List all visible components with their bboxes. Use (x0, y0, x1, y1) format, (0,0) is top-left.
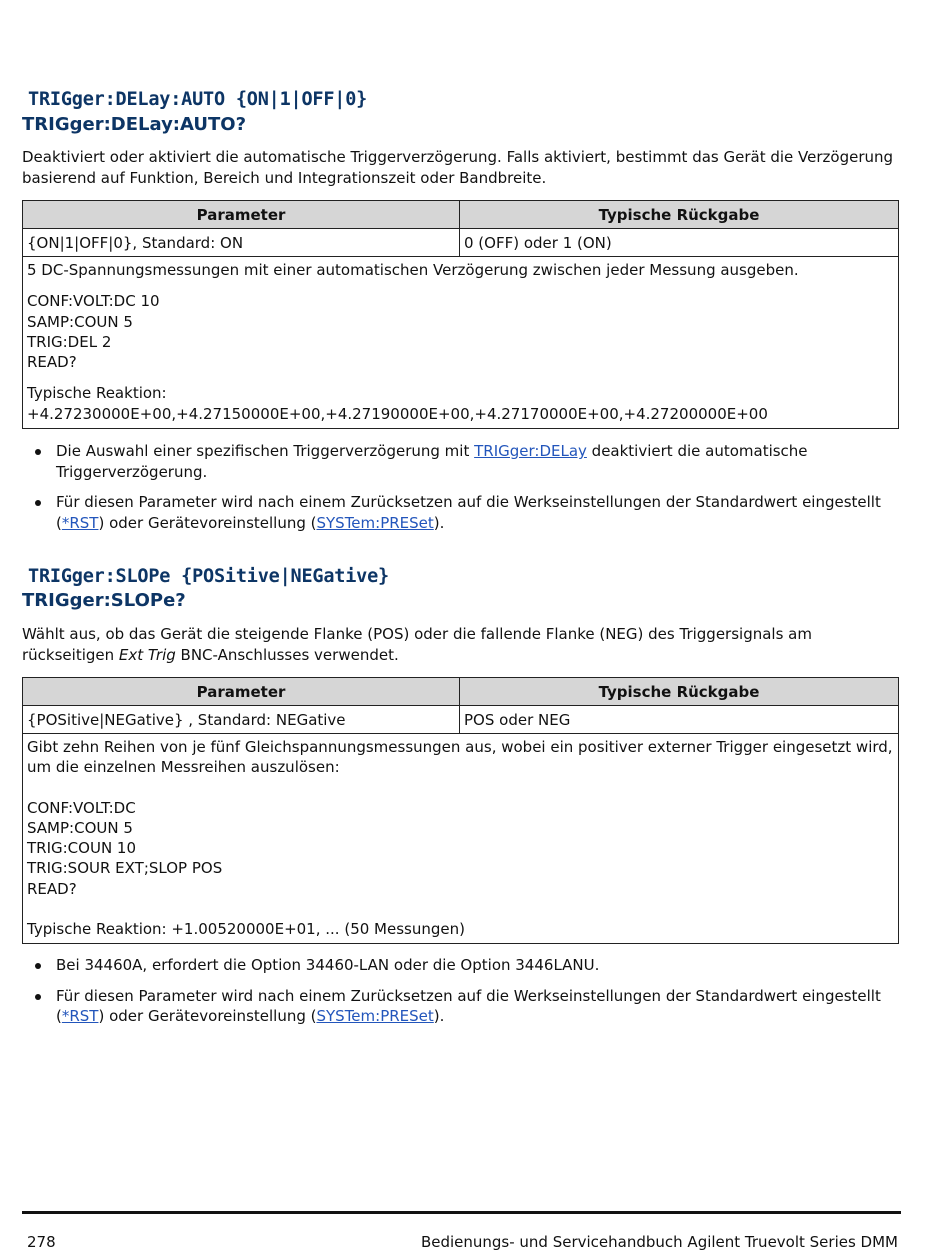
table-row (23, 706, 898, 734)
code-line: CONF:VOLT:DC 10 (27, 292, 160, 311)
example-intro: Gibt zehn Reihen von je fünf Gleichspannungsmessungen aus, wobei ein positiver externer Trigger eingesetzt wird, um die einzelnen Messreihen auszulösen: (27, 738, 893, 777)
code-line: SAMP:COUN 5 (27, 312, 133, 331)
code-line: READ? (27, 353, 77, 372)
footer-divider (22, 1211, 901, 1214)
return-value: POS oder NEG (464, 710, 571, 729)
section-subheading-trigger-delay-auto-query: TRIGger:DELay:AUTO? (22, 114, 247, 135)
list-item: Für diesen Parameter wird nach einem Zurücksetzen auf die Werkseinstellungen der Standardwert eingestellt (*RST) oder Gerätevoreinstellung (SYSTem:PRESet). (22, 492, 899, 533)
code-line: TRIG:SOUR EXT;SLOP POS (27, 859, 223, 878)
section-description: Deaktiviert oder aktiviert die automatische Triggerverzögerung. Falls aktiviert, bestimmt das Gerät die Verzögerung basierend auf Funktion, Bereich und Integrationszeit oder Bandbreite. (22, 148, 894, 187)
page-number: 278 (27, 1233, 56, 1251)
param-value: {POSitive|NEGative} , Standard: NEGative (23, 706, 460, 733)
return-value: 0 (OFF) oder 1 (ON) (464, 233, 612, 252)
table-header (23, 678, 898, 706)
bullet-icon (35, 994, 41, 1000)
code-line: TRIG:COUN 10 (27, 839, 137, 858)
link-system-preset[interactable]: SYSTem:PRESet (316, 513, 434, 532)
table-row (23, 229, 898, 257)
bullet-icon (35, 449, 41, 455)
notes-list (22, 955, 899, 1037)
list-item: Für diesen Parameter wird nach einem Zurücksetzen auf die Werkseinstellungen der Standardwert eingestellt (*RST) oder Gerätevoreinstellung (SYSTem:PRESet). (22, 986, 899, 1027)
header-return: Typische Rückgabe (598, 205, 760, 224)
list-item: Bei 34460A, erfordert die Option 34460-LAN oder die Option 3446LANU. (22, 955, 899, 976)
table-header (23, 201, 898, 229)
link-rst[interactable]: *RST (61, 1007, 99, 1025)
bullet-icon (35, 500, 41, 506)
link-rst[interactable]: *RST (61, 513, 99, 532)
header-parameter: Parameter (23, 678, 460, 705)
section-heading-trigger-delay-auto: TRIGger:DELay:AUTO {ON|1|OFF|0} (28, 89, 368, 110)
list-item: Die Auswahl einer spezifischen Triggerverzögerung mit TRIGger:DELay deaktiviert die automatische Triggerverzögerung. (22, 441, 899, 482)
example-cell (23, 257, 898, 428)
header-parameter: Parameter (23, 201, 460, 228)
bullet-icon (35, 963, 41, 969)
code-line: CONF:VOLT:DC (27, 798, 136, 817)
parameter-table (22, 677, 899, 944)
link-system-preset[interactable]: SYSTem:PRESet (316, 1007, 434, 1025)
response-value: +4.27230000E+00,+4.27150000E+00,+4.27190000E+00,+4.27170000E+00,+4.27200000E+00 (27, 404, 768, 423)
example-cell (23, 734, 898, 943)
notes-list (22, 441, 899, 543)
code-line: READ? (27, 879, 77, 898)
section-heading-trigger-slope: TRIGger:SLOPe {POSitive|NEGative} (28, 566, 389, 587)
param-value: {ON|1|OFF|0}, Standard: ON (23, 229, 460, 256)
link-trigger-delay[interactable]: TRIGger:DELay (474, 442, 587, 460)
parameter-table (22, 200, 899, 429)
response-value: Typische Reaktion: +1.00520000E+01, ... (50 Messungen) (27, 920, 465, 939)
response-label: Typische Reaktion: (27, 384, 167, 403)
example-intro: 5 DC-Spannungsmessungen mit einer automatischen Verzögerung zwischen jeder Messung ausgeben. (27, 261, 799, 279)
code-line: TRIG:DEL 2 (27, 332, 112, 351)
footer-title: Bedienungs- und Servicehandbuch Agilent Truevolt Series DMM (420, 1233, 898, 1251)
header-return: Typische Rückgabe (598, 682, 760, 701)
section-description: Wählt aus, ob das Gerät die steigende Flanke (POS) oder die fallende Flanke (NEG) des Triggersignals am rückseitigen Ext Trig BNC-Anschlusses verwendet. (22, 625, 812, 664)
section-subheading-trigger-slope-query: TRIGger:SLOPe? (22, 590, 186, 611)
code-line: SAMP:COUN 5 (27, 818, 133, 837)
